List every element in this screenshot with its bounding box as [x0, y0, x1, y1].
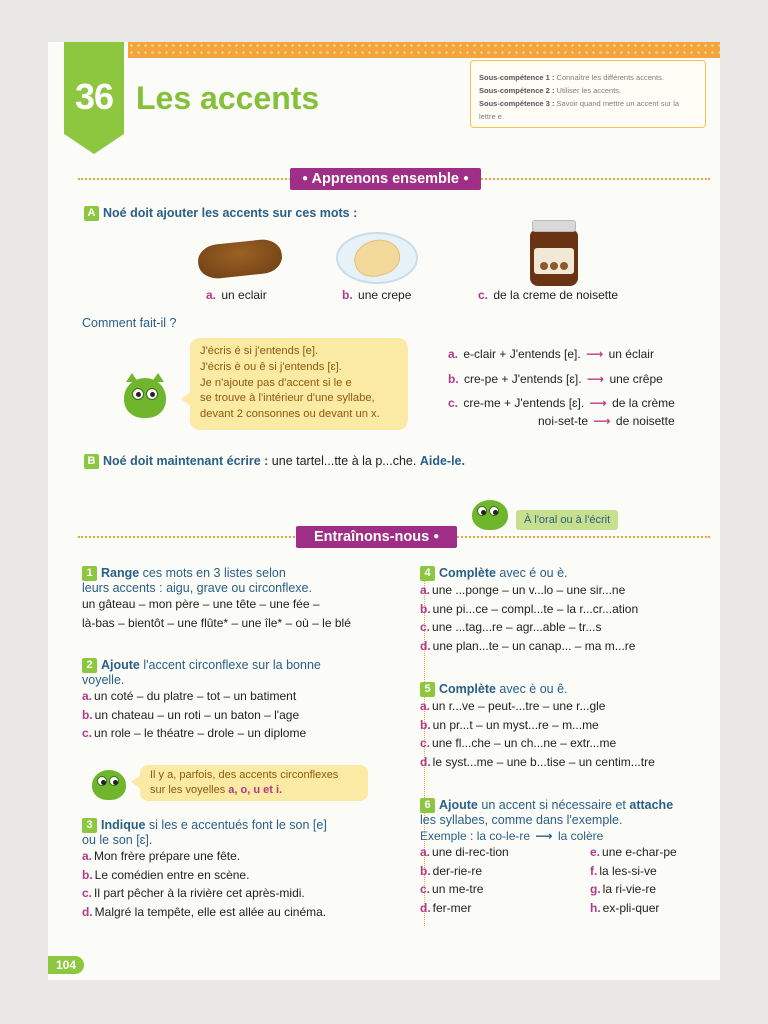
- ex2-item-c: c. un role – le théatre – drole – un diplome: [82, 726, 307, 740]
- ex6-line2: les syllabes, comme dans l'exemple.: [420, 813, 623, 827]
- ex5-item-a: a. un r...ve – peut-...tre – une r...gle: [420, 699, 606, 713]
- rule-line-5: devant 2 consonnes ou devant un x.: [200, 408, 380, 421]
- ex6-item-h: h. ex-pli-quer: [590, 900, 660, 915]
- exercise-5: 5 Complète avec è ou ê. a. un r...ve – peut-...tre – une r...gle b. un pr...t – un myst...re – m...me c. une fl...che – un ch...ne – extr...me d. le syst...me – une b...tise – un centim...tre: [420, 682, 710, 771]
- ex4-item-d: d. une plan...te – un canap... – ma m...re: [420, 638, 636, 653]
- badge-5: 5: [420, 682, 435, 697]
- section-apprenons: [78, 168, 710, 190]
- ex3-item-c: c. Il part pêcher à la rivière cet après-midi.: [82, 886, 305, 900]
- lesson-number: 36: [74, 76, 114, 117]
- ex1-words-2: là-bas – bientôt – une flûte* – une île* – où – le blé: [82, 615, 351, 630]
- badge-1: 1: [82, 566, 97, 581]
- badge-4: 4: [420, 566, 435, 581]
- jar-label: [534, 248, 574, 274]
- exercise-4: 4 Complète avec é ou è. a. une ...ponge – un v...lo – une sir...ne b. une pi...ce – compl...te – la r...cr...ation c. une ...tag...re – agr...able – tr...s d. une plan...te – un canap... – ma m...re: [420, 566, 710, 655]
- ex6-item-f: f. la les-si-ve: [590, 863, 657, 878]
- page-number: 104: [48, 956, 84, 974]
- rule-line-4: se trouve à l'intérieur d'une syllabe,: [200, 392, 375, 405]
- badge-2: 2: [82, 658, 97, 673]
- tip-line-1: Il y a, parfois, des accents circonflexes: [150, 769, 339, 781]
- exercise-2: 2 Ajoute l'accent circonflexe sur la bonne voyelle. a. un coté – du platre – tot – un batiment b. un chateau – un roti – un baton – l'age c. un role – le théatre – drole – un diplome: [82, 658, 412, 743]
- tip-line-2: sur les voyelles a, o, u et i.: [150, 783, 283, 796]
- rule-line-2: J'écris è ou ê si j'entends [ɛ].: [200, 360, 342, 373]
- derivation-a: a. e-clair + J'entends [e]. ⟶ un éclair: [448, 347, 654, 361]
- eclair-picture: [196, 238, 283, 281]
- jar-lid: [532, 220, 576, 232]
- exercise-3: 3 Indique si les e accentués font le son [e] ou le son [ɛ]. a. Mon frère prépare une fête. b. Le comédien entre en scène. c. Il part pêcher à la rivière cet après-midi. d. Malgré la tempête, elle est allée au cinéma.: [82, 818, 412, 921]
- ex1-words-1: un gâteau – mon père – une tête – une fée –: [82, 597, 320, 611]
- section-entrainons: [78, 526, 710, 548]
- ex3-item-d: d. Malgré la tempête, elle est allée au cinéma.: [82, 904, 327, 919]
- ex3-item-a: a. Mon frère prépare une fête.: [82, 849, 241, 863]
- skill-3: Sous-compétence 3 : Savoir quand mettre un accent sur la lettre e.: [479, 99, 680, 121]
- rule-bubble: [190, 338, 408, 430]
- ex6-item-g: g. la ri-vie-re: [590, 882, 657, 896]
- badge-a: A: [84, 206, 99, 221]
- rule-line-3: Je n'ajoute pas d'accent si le e: [200, 376, 352, 389]
- section-title-apprenons: ● Apprenons ensemble ●: [290, 168, 481, 190]
- tip-bubble: [140, 765, 368, 801]
- ex6-item-b: b. der-rie-re: [420, 863, 483, 878]
- exercise-6: 6 Ajoute un accent si nécessaire et attache les syllabes, comme dans l'exemple. Exemple : la co-le-re ⟶ la colère a. une di-rec-tion e. une e-char-pe b. der-rie-re f. la les-si-ve c. un me-tre g. la ri-vie-re d. fer-mer h. ex-pli-quer: [420, 798, 716, 917]
- ex4-item-b: b. une pi...ce – compl...te – la r...cr...ation: [420, 601, 639, 616]
- skills-box: [470, 60, 706, 128]
- ex6-item-a: a. une di-rec-tion: [420, 845, 509, 859]
- skill-2: Sous-compétence 2 : Utiliser les accents.: [479, 86, 622, 95]
- badge-3: 3: [82, 818, 97, 833]
- ex1-line2: leurs accents : aigu, grave ou circonflexe.: [82, 581, 312, 595]
- rule-line-1: J'écris é si j'entends [e].: [200, 345, 319, 357]
- ex4-item-a: a. une ...ponge – un v...lo – une sir...ne: [420, 583, 626, 597]
- how-question: Comment fait-il ?: [82, 316, 177, 330]
- ex2-item-b: b. un chateau – un roti – un baton – l'age: [82, 707, 300, 722]
- ex5-item-b: b. un pr...t – un myst...re – m...me: [420, 717, 599, 732]
- ex5-item-d: d. le syst...me – une b...tise – un centim...tre: [420, 754, 655, 769]
- header-dotted-band: [128, 42, 720, 58]
- badge-6: 6: [420, 798, 435, 813]
- word-b: b. une crepe: [342, 288, 412, 302]
- derivation-b: b. cre-pe + J'entends [ɛ]. ⟶ une crêpe: [448, 372, 663, 386]
- ex3-item-b: b. Le comédien entre en scène.: [82, 867, 250, 882]
- word-c: c. de la creme de noisette: [478, 288, 619, 302]
- textbook-page: [48, 42, 720, 980]
- ex6-item-d: d. fer-mer: [420, 900, 472, 915]
- skill-1: Sous-compétence 1 : Connaître les différents accents.: [479, 73, 664, 82]
- ex2-line2: voyelle.: [82, 673, 125, 687]
- lesson-title: Les accents: [136, 80, 320, 116]
- derivation-c2: noi-set-te ⟶ de noisette: [538, 414, 675, 428]
- ex6-item-c: c. un me-tre: [420, 882, 484, 896]
- ex3-line2: ou le son [ɛ].: [82, 833, 153, 847]
- owl-mascot-icon: [124, 378, 166, 418]
- oral-written-note: À l'oral ou à l'écrit: [516, 510, 618, 530]
- word-a: a. un eclair: [206, 288, 267, 302]
- ex6-example: Exemple : la co-le-re ⟶ la colère: [420, 829, 604, 843]
- exercise-1: 1 Range ces mots en 3 listes selon leurs accents : aigu, grave ou circonflexe. un gâteau – mon père – une tête – une fée – là-bas – bientôt – une flûte* – une île* – où – le blé: [82, 566, 412, 632]
- ex2-item-a: a. un coté – du platre – tot – un batiment: [82, 689, 297, 703]
- section-title-entrainons: Entraînons-nous ●: [296, 526, 457, 548]
- derivation-c: c. cre-me + J'entends [ɛ]. ⟶ de la crème: [448, 396, 675, 410]
- exercise-b-prompt: B Noé doit maintenant écrire : une tartel...tte à la p...che. Aide-le.: [84, 454, 465, 469]
- exercise-a-prompt: A Noé doit ajouter les accents sur ces mots :: [84, 206, 357, 221]
- ex6-item-e: e. une e-char-pe: [590, 845, 677, 859]
- owl-tip-icon: [92, 770, 126, 800]
- ex4-item-c: c. une ...tag...re – agr...able – tr...s: [420, 620, 602, 634]
- ex5-item-c: c. une fl...che – un ch...ne – extr...me: [420, 736, 617, 750]
- badge-b: B: [84, 454, 99, 469]
